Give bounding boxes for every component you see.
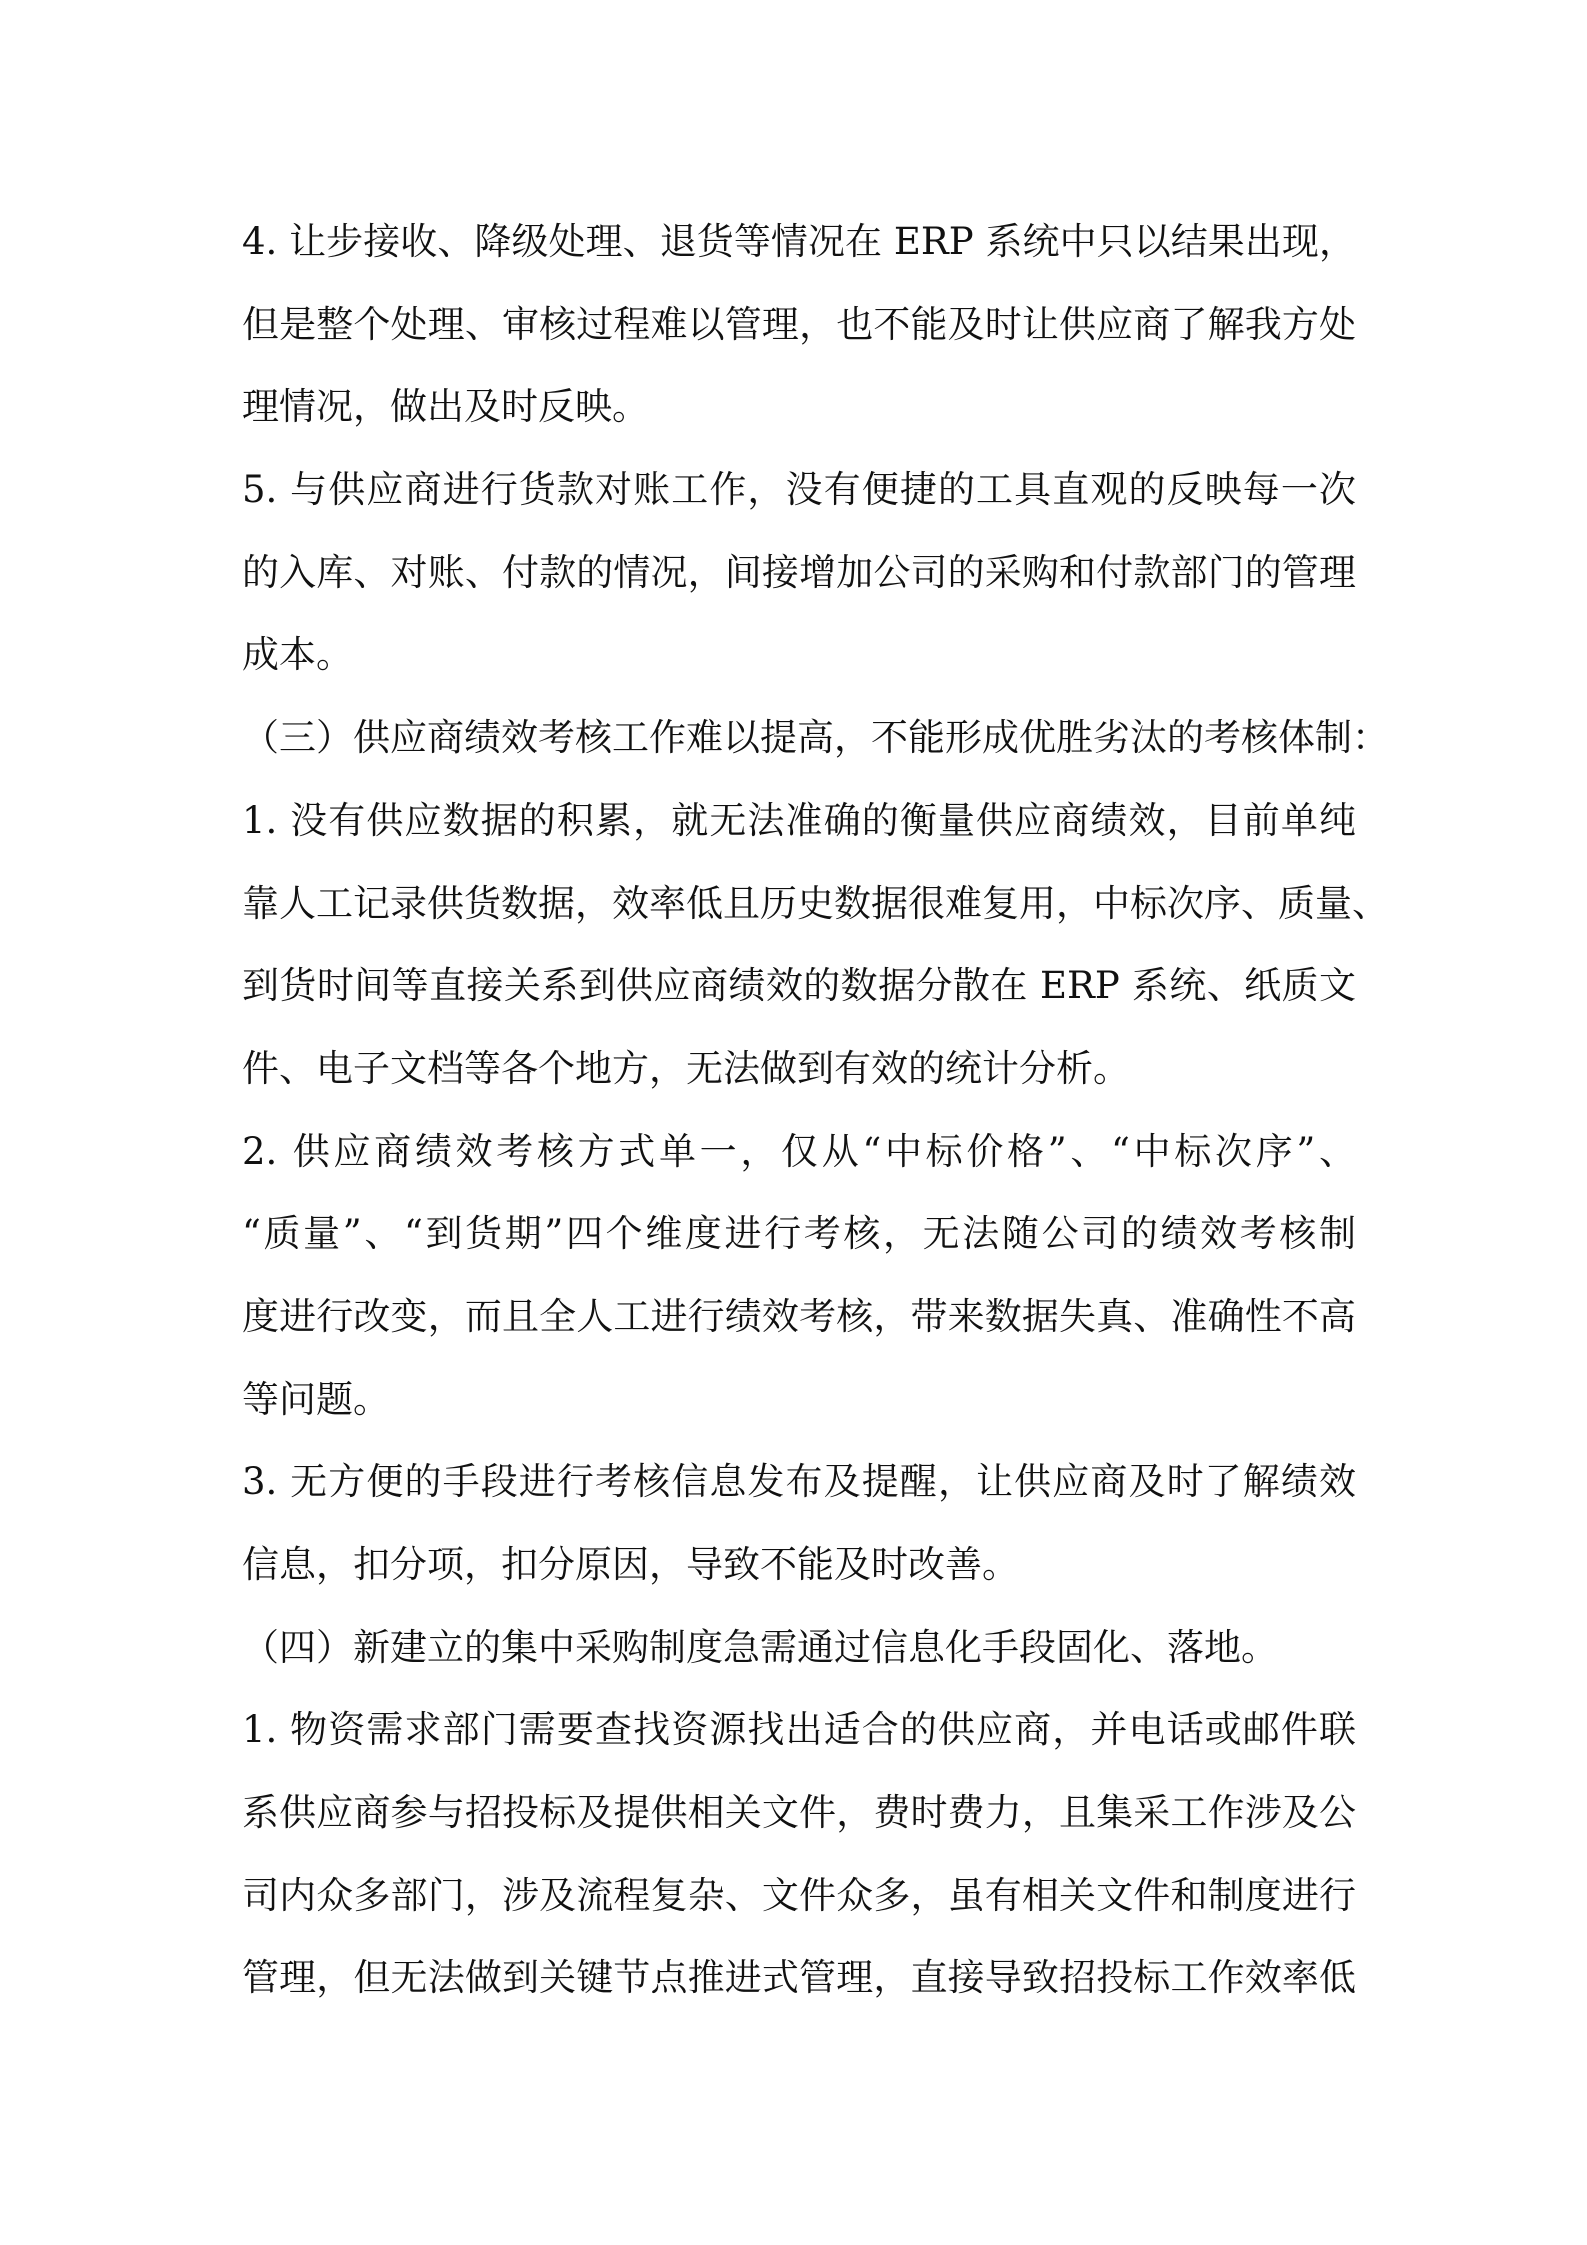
paragraph (242, 1441, 1356, 1606)
text-line: （三）供应商绩效考核工作难以提高，不能形成优胜劣汰的考核体制： (242, 716, 1389, 760)
text-line: 成本。 (242, 633, 353, 677)
text-line: 的入库、对账、付款的情况，间接增加公司的采购和付款部门的管理 (242, 550, 1356, 594)
text-line: 靠人工记录供货数据，效率低且历史数据很难复用，中标次序、质量、 (242, 881, 1389, 925)
paragraph (242, 1607, 1356, 1690)
text-line: 4. 让步接收、降级处理、退货等情况在 ERP 系统中只以结果出现， (242, 220, 1356, 263)
text-line: 等问题。 (242, 1377, 390, 1421)
text-line: 但是整个处理、审核过程难以管理，也不能及时让供应商了解我方处 (242, 302, 1356, 346)
document-body (242, 201, 1389, 2020)
text-line: 2. 供应商绩效考核方式单一，仅从“中标价格”、“中标次序”、 (242, 1129, 1356, 1173)
paragraph (242, 697, 1389, 780)
text-line: 理情况，做出及时反映。 (242, 385, 649, 429)
text-line: 1. 物资需求部门需要查找资源找出适合的供应商，并电话或邮件联 (242, 1708, 1356, 1752)
text-line: 1. 没有供应数据的积累，就无法准确的衡量供应商绩效，目前单纯 (242, 798, 1356, 842)
text-line: 到货时间等直接关系到供应商绩效的数据分散在 ERP 系统、纸质文 (242, 964, 1356, 1008)
text-line: 3. 无方便的手段进行考核信息发布及提醒，让供应商及时了解绩效 (242, 1460, 1356, 1504)
text-line: 件、电子文档等各个地方，无法做到有效的统计分析。 (242, 1046, 1130, 1090)
text-line: 度进行改变，而且全人工进行绩效考核，带来数据失真、准确性不高 (242, 1294, 1356, 1338)
text-line: 信息，扣分项，扣分原因，导致不能及时改善。 (242, 1543, 1019, 1586)
paragraph (242, 780, 1389, 1111)
text-line: 管理，但无法做到关键节点推进式管理，直接导致招投标工作效率低 (242, 1956, 1356, 2000)
paragraph (242, 449, 1356, 697)
paragraph (242, 201, 1356, 449)
text-line: 司内众多部门，涉及流程复杂、文件众多，虽有相关文件和制度进行 (242, 1873, 1356, 1917)
text-line: （四）新建立的集中采购制度急需通过信息化手段固化、落地。 (242, 1625, 1278, 1669)
paragraph (242, 1689, 1356, 2020)
text-line: 系供应商参与招投标及提供相关文件，费时费力，且集采工作涉及公 (242, 1791, 1356, 1835)
text-line: “质量”、“到货期”四个维度进行考核，无法随公司的绩效考核制 (242, 1212, 1356, 1256)
text-line: 5. 与供应商进行货款对账工作，没有便捷的工具直观的反映每一次 (242, 468, 1356, 512)
paragraph (242, 1111, 1356, 1442)
